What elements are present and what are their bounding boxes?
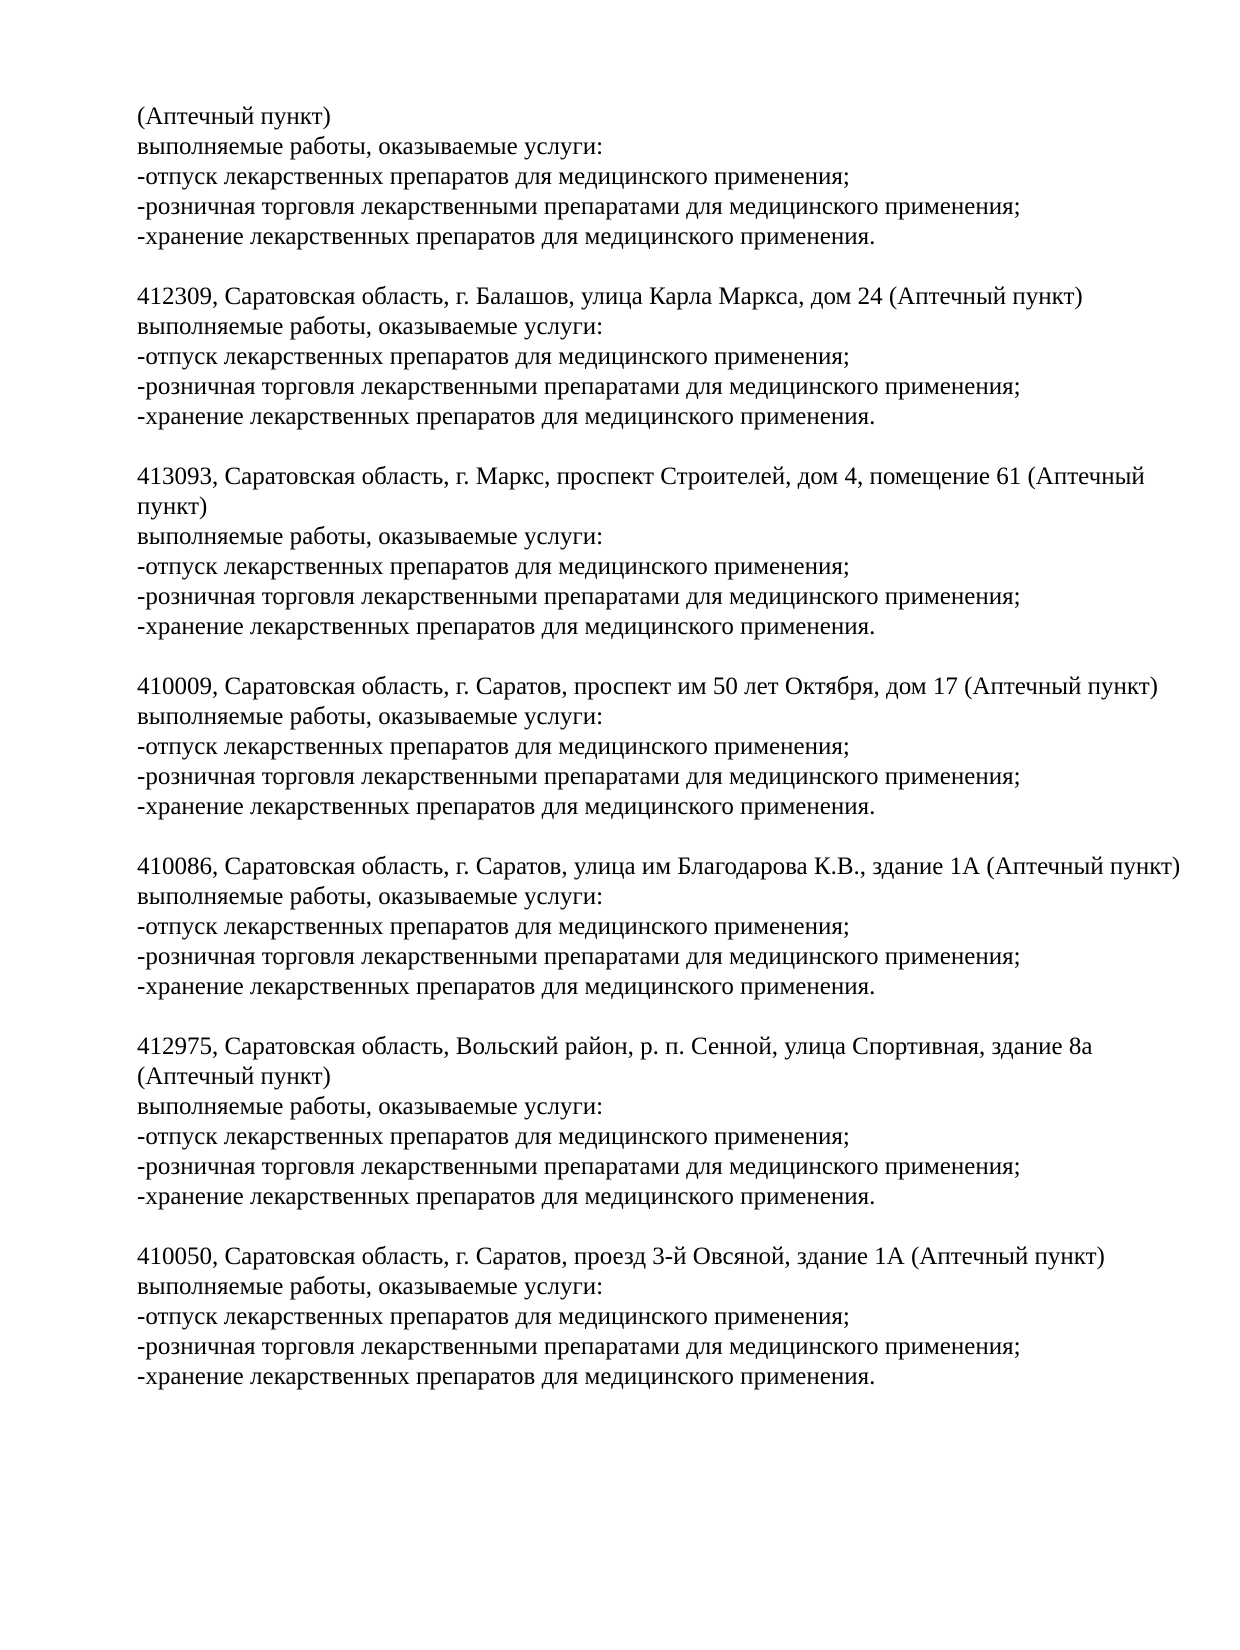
license-entry	[137, 1032, 1185, 1212]
entry-address: (Аптечный пункт)	[137, 103, 331, 130]
service-line: -розничная торговля лекарственными препаратами для медицинского применения;	[137, 193, 1021, 220]
services-heading: выполняемые работы, оказываемые услуги:	[137, 523, 604, 550]
service-line: -хранение лекарственных препаратов для медицинского применения.	[137, 793, 876, 820]
entry-address: 410050, Саратовская область, г. Саратов, проезд 3-й Овсяной, здание 1А (Аптечный пункт)	[137, 1243, 1105, 1270]
services-heading: выполняемые работы, оказываемые услуги:	[137, 133, 604, 160]
service-line: -отпуск лекарственных препаратов для медицинского применения;	[137, 1303, 850, 1330]
license-entry	[137, 1242, 1185, 1392]
service-line: -хранение лекарственных препаратов для медицинского применения.	[137, 973, 876, 1000]
service-line: -розничная торговля лекарственными препаратами для медицинского применения;	[137, 583, 1021, 610]
service-line: -хранение лекарственных препаратов для медицинского применения.	[137, 1183, 876, 1210]
service-line: -хранение лекарственных препаратов для медицинского применения.	[137, 403, 876, 430]
service-line: -отпуск лекарственных препаратов для медицинского применения;	[137, 163, 850, 190]
service-line: -розничная торговля лекарственными препаратами для медицинского применения;	[137, 373, 1021, 400]
services-heading: выполняемые работы, оказываемые услуги:	[137, 1093, 604, 1120]
license-entry	[137, 282, 1185, 432]
service-line: -розничная торговля лекарственными препаратами для медицинского применения;	[137, 1333, 1021, 1360]
service-line: -розничная торговля лекарственными препаратами для медицинского применения;	[137, 763, 1021, 790]
service-line: -хранение лекарственных препаратов для медицинского применения.	[137, 1363, 876, 1390]
entry-address: 412309, Саратовская область, г. Балашов, улица Карла Маркса, дом 24 (Аптечный пункт)	[137, 283, 1083, 310]
services-heading: выполняемые работы, оказываемые услуги:	[137, 1273, 604, 1300]
service-line: -хранение лекарственных препаратов для медицинского применения.	[137, 613, 876, 640]
service-line: -отпуск лекарственных препаратов для медицинского применения;	[137, 553, 850, 580]
service-line: -отпуск лекарственных препаратов для медицинского применения;	[137, 913, 850, 940]
license-entry	[137, 462, 1185, 642]
services-heading: выполняемые работы, оказываемые услуги:	[137, 313, 604, 340]
entry-address: 410009, Саратовская область, г. Саратов, проспект им 50 лет Октября, дом 17 (Аптечный пункт)	[137, 673, 1158, 700]
service-line: -отпуск лекарственных препаратов для медицинского применения;	[137, 733, 850, 760]
services-heading: выполняемые работы, оказываемые услуги:	[137, 703, 604, 730]
service-line: -розничная торговля лекарственными препаратами для медицинского применения;	[137, 1153, 1021, 1180]
license-entry	[137, 852, 1185, 1002]
license-entry	[137, 102, 1185, 252]
service-line: -розничная торговля лекарственными препаратами для медицинского применения;	[137, 943, 1021, 970]
entry-address: 412975, Саратовская область, Вольский район, р. п. Сенной, улица Спортивная, здание 8а (Аптечный пункт)	[137, 1033, 1093, 1090]
license-entry	[137, 672, 1185, 822]
service-line: -отпуск лекарственных препаратов для медицинского применения;	[137, 343, 850, 370]
entry-address: 410086, Саратовская область, г. Саратов, улица им Благодарова К.В., здание 1А (Аптечный пункт)	[137, 853, 1181, 880]
service-line: -отпуск лекарственных препаратов для медицинского применения;	[137, 1123, 850, 1150]
service-line: -хранение лекарственных препаратов для медицинского применения.	[137, 223, 876, 250]
services-heading: выполняемые работы, оказываемые услуги:	[137, 883, 604, 910]
entry-address: 413093, Саратовская область, г. Маркс, проспект Строителей, дом 4, помещение 61 (Аптечный пункт)	[137, 463, 1145, 520]
